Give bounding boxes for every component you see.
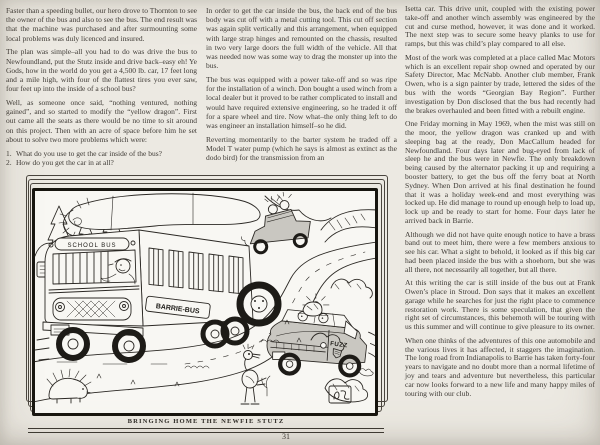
bus-roof-sign-label: SCHOOL BUS [67,243,117,249]
bus-side-banner-label: BARRIE-BUS [155,303,200,316]
list-item-text: What do you use to get the car inside of the bus? [16,148,163,158]
paragraph: Reverting momentarily to the barter system he traded off a Model T water pump (which he says is almost as extinct as the dodo bird) for the transmission from an [206,134,397,163]
police-door-label: FUZZ [329,340,348,350]
paragraph: When one thinks of the adventures of this one automobile and the various lives it has affected, it staggers the imagination. The long road from Indianapolis to Barrie has taken forty-four years to navigate and no doubt more than a normal lifetime of joy and tears and adventure but nevertheless, this particular car now looks forward to a new life and many happy miles of touring with our club. [405,335,595,398]
text-column-2 [206,6,397,167]
text-column-3 [405,5,595,403]
porcupine [47,369,91,403]
list-item-number: 1. [6,148,12,158]
paragraph: Isetta car. This drive unit, coupled with the existing power take-off and another winch assembly was engineered by the cut and curse method, however, it was done and it worked. The next step was to secure some heavy planks to use for ramps, but this was child’s play compared to all else. [405,4,595,49]
boulder [303,302,322,316]
list-item-text: How do you get the car in at all? [16,158,114,168]
paragraph: In order to get the car inside the bus, the back end of the bus body was cut off with a metal cutting tool. This cut off section was again split vertically and this arrangement, when equipped with large strap hinges and remounted on the chassis, resulted in two very large doors the full width of the vehicle. All that was needed now was some way to drag the monster up into the bus. [206,6,397,71]
cartoon-frame [32,188,378,416]
paragraph: The bus was equipped with a power take-off and so was ripe for the installation of a winch. Don bought a used winch from a local dealer but it proved to be rather complicated to install and would have required extensive engineering, so he traded it off for a spare wheel and tire. Now what–the only thing left to do was engineer an installation himself–so he did. [206,75,397,131]
paragraph: Well, as someone once said, “nothing ventured, nothing gained”, and so started to modify the “yellow dragon”. First out came all the seats as there would be no time to sit around on this project. Then with an acre of space before him he set about to solve two more problems which were: [6,98,197,144]
double-rule [28,428,384,433]
paragraph: Although we did not have quite enough notice to have a brass band out to meet him, there were a few members anxious to see his car. What a sight to behold, it looked as if this big car had been placed inside the bus with a shoehorn, but she was all there, not necessarily all together, but all there. [405,229,595,274]
page-number: 31 [282,432,290,441]
paragraph: One Friday morning in May 1969, when the mist was still on the moor, the yellow dragon was cranked up and with sleeping bag at the ready, Don MacCallum headed for Newfoundland. Four days later and bug-eyed from lack of sleep he and the bus were in Newfie. The only breakdown being caused by the alternator packing it up and requiring a booster battery, to get the bus off the ferry boat at North Sydney. When Don arrived at his final destination he found that it was a holiday week-end and most everything was locked up. He did manage to round up enough help to load up, lock up and be ready to start for home. Four days later he arrived back in Barrie. [405,119,595,225]
list-item [6,149,197,158]
stutz-log-on-roof [69,194,260,230]
text-column-1 [6,6,197,168]
cartoon-drawing [35,191,375,413]
paragraph: The plan was simple–all you had to do was drive the bus to Newfoundland, put the Stutz inside and drive back–easy eh! Ye Gods, how in the world do you get a 4,500 lb. car, 17 feet long and a mile high, with four of the flattest tires you ever saw, four feet up into the inside of a school bus? [6,47,197,94]
paragraph: At this writing the car is still inside of the bus out at Frank Owen’s place in Stroud. Don says that it makes an excellent garage while he searches for just the right place to commence restoration work. There is some speculation, that given the right set of circumstances, this behemoth will be touring with us this summer and will continue to give pleasure to its owner. [405,278,595,332]
bus-grille [53,298,131,320]
motion-lines [369,332,375,359]
illustration-caption: BRINGING HOME THE NEWFIE STUTZ [127,418,285,425]
cartoon-illustration [32,188,378,416]
paragraph: Most of the work was completed at a place called Mac Motors which is an excellent repair shop owned and operated by our Safety Director, Mac McNabb. Another club member, Frank Owen, who is a sign painter by trade, lettered the sides of the bus with the words “Georgian Bay Region”. Further investigation by Don disclosed that the bus had recently had the brakes overhauled and been fitted with a rebuilt engine. [405,52,595,115]
startled-bird [241,344,266,404]
list-item [6,158,197,167]
list-item-number: 2. [6,158,12,168]
paragraph: Faster than a speeding bullet, our hero drove to Thornton to see the owner of the bus and also to see the bus. The end result was that the machine was purchased and after surmounting some local problems was duly licenced and insured. [6,6,197,43]
school-bus [43,193,290,364]
